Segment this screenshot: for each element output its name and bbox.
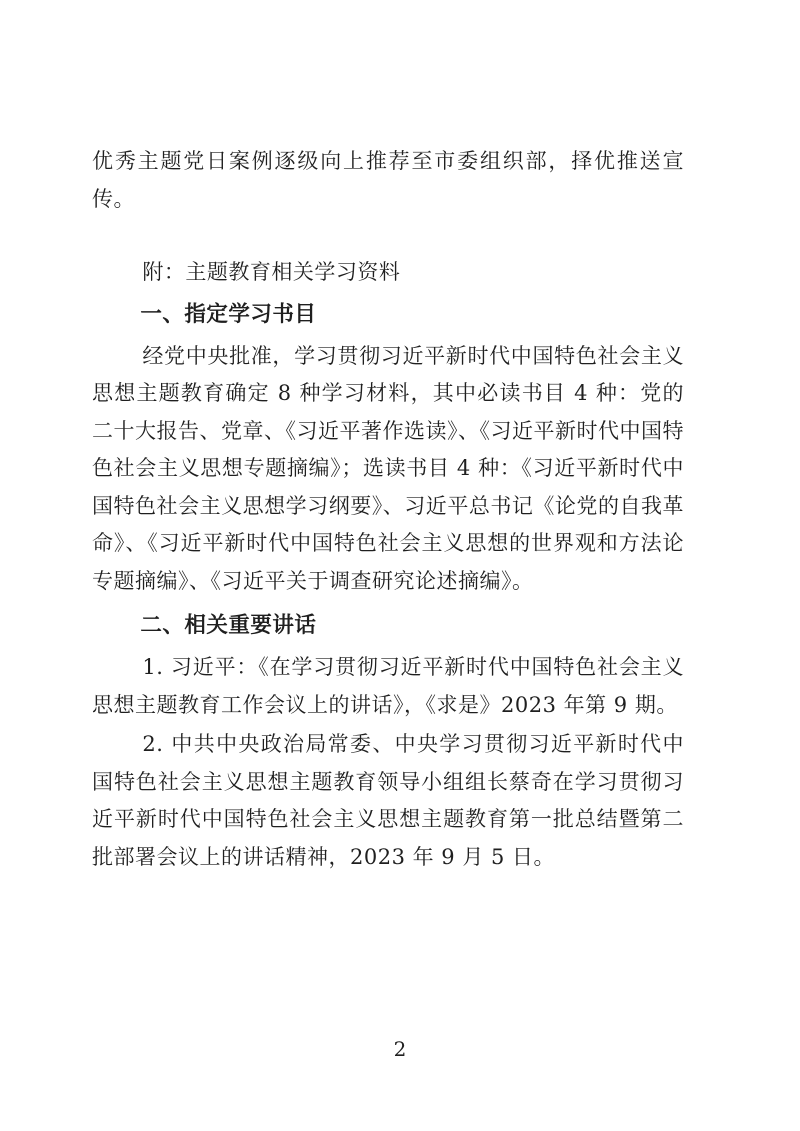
paragraph-continuation: 优秀主题党日案例逐级向上推荐至市委组织部，择优推送宣传。	[92, 149, 684, 211]
document-content	[92, 143, 684, 876]
page-number: 2	[393, 1037, 407, 1061]
attachment-label: 附：主题教育相关学习资料	[142, 260, 401, 284]
section-1-paragraph: 经党中央批准，学习贯彻习近平新时代中国特色社会主义思想主题教育确定 8 种学习材料，其中必读书目 4 种：党的二十大报告、党章、《习近平著作选读》、《习近平新时代中国特色社会主义思想专题摘编》；选读书目 4 种：《习近平新时代中国特色社会主义思想学习纲要》、习近平总书记《论党的自我革命》、《习近平新时代中国特色社会主义思想的世界观和方法论专题摘编》、《习近平关于调查研究论述摘编》。	[92, 343, 684, 593]
section-heading-1: 一、指定学习书目	[140, 301, 317, 327]
section-2-item-1: 1. 习近平：《在学习贯彻习近平新时代中国特色社会主义思想主题教育工作会议上的讲话》，《求是》2023 年第 9 期。	[92, 655, 684, 717]
section-2-item-2: 2. 中共中央政治局常委、中央学习贯彻习近平新时代中国特色社会主义思想主题教育领导小组组长蔡奇在学习贯彻习近平新时代中国特色社会主义思想主题教育第一批总结暨第二批部署会议上的讲话精神，2023 年 9 月 5 日。	[92, 732, 684, 869]
section-heading-2: 二、相关重要讲话	[140, 613, 317, 638]
